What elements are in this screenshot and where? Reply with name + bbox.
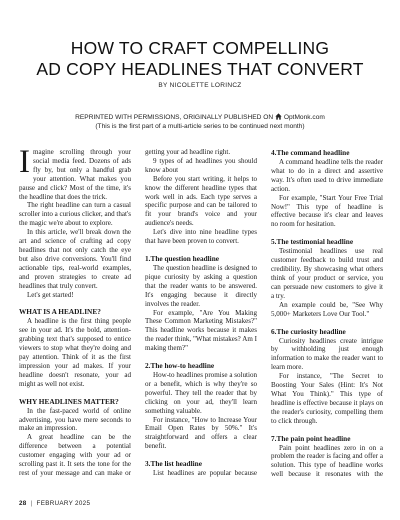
article-title (0, 38, 400, 80)
column-1 (19, 148, 131, 478)
paragraph: The right headline can turn a casual scroller into a curious clicker, and that's the magic we're about to explore. (19, 201, 131, 228)
section-heading: WHAT IS A HEADLINE? (19, 307, 101, 317)
section-heading: 2.The how-to headline (145, 361, 215, 371)
section-heading: 7.The pain point headline (271, 433, 351, 443)
section-heading: 3.The list headline (145, 459, 202, 469)
title-line-2: AD COPY HEADLINES THAT CONVERT (36, 59, 364, 79)
paragraph: A great headline can be the difference between a potential customer engaging with your ad or scrolling past it. It sets the tone for the rest of your message and can make or (19, 433, 131, 477)
paragraph: For example, "Start Your Free Trial Now!" This type of headline is effective because it's clear and leaves no room for hesitation. (271, 193, 383, 229)
page-footer (19, 500, 90, 507)
home-icon (275, 113, 282, 120)
paragraph: Testimonial headlines use real customer feedback to build trust and credibility. By showcasing what others think of your product or service, you can persuade new customers to give it a try. (271, 247, 383, 300)
paragraph: Curiosity headlines create intrigue by withholding just enough information to make the reader want to learn more. (271, 336, 383, 372)
paragraph: List headlines are popular because (153, 469, 257, 478)
intro-paragraph: Imagine scrolling through your social media feed. Dozens of ads fly by, but only a handful grab your attention. What makes you pause and click? Most of the time, it's the headline that does the trick. (19, 148, 131, 201)
paragraph: A headline is the first thing people see in your ad. It's the bold, attention-grabbing text that's supposed to entice viewers to stop what they're doing and pay attention. Think of it as the first impression your ad makes. If your headline doesn't resonate, your ad might as well not exist. (19, 317, 131, 388)
paragraph: In this article, we'll break down the art and science of crafting ad copy headlines that not only catch the eye but also drive conversions. You'll find actionable tips, real-world examples, and proven strategies to create ad headlines that truly convert. (19, 228, 131, 290)
paragraph: A command headline tells the reader what to do in a direct and assertive way. It's often used to drive immediate action. (271, 158, 383, 193)
byline: BY NICOLETTE LORINCZ (158, 82, 242, 89)
title-line-1: HOW TO CRAFT COMPELLING (70, 38, 330, 58)
paragraph: Pain point headlines zero in on a problem the reader is facing and offer a solution. This type of headline works well because it resonates with the (271, 443, 383, 478)
section-heading: 6.The curiosity headline (271, 326, 346, 336)
paragraph: Before you start writing, it helps to know the different headline types that work well in ads. Each type serves a specific purpose and can be tailored to fit your brand's voice and your audience's needs. (145, 174, 257, 228)
paragraph: For example, "Are You Making These Common Marketing Mistakes?" This headline works because it makes the reader think, "What mistakes? Am I making them?" (145, 308, 257, 353)
section-heading: 5.The testimonial headline (271, 237, 354, 247)
paragraph: getting your ad headline right. (145, 148, 231, 156)
paragraph: Let's get started! (27, 290, 74, 299)
reprint-text: REPRINTED WITH PERMISSIONS, ORIGINALLY PUBLISHED ON (75, 114, 274, 121)
column-3 (271, 148, 383, 478)
paragraph: For instance, "The Secret to Boosting Your Sales (Hint: It's Not What You Think)." This type of headline is effective because it plays on the reader's curiosity, compelling them to click through. (271, 372, 383, 425)
paragraph: 9 types of ad headlines you should know about (145, 156, 257, 174)
article-body (19, 148, 383, 478)
section-heading: 4.The command headline (271, 148, 350, 157)
issue-date: FEBRUARY 2025 (36, 500, 91, 507)
drop-cap: I (19, 148, 30, 180)
column-2 (145, 148, 257, 478)
section-heading: WHY HEADLINES MATTER? (19, 396, 119, 406)
paragraph: An example could be, "See Why 5,000+ Marketers Love Our Tool." (271, 300, 383, 318)
paragraph: How-to headlines promise a solution or a benefit, which is why they're so powerful. They tell the reader that by clicking on your ad, they'll learn something valuable. (145, 371, 257, 415)
paragraph: The question headline is designed to pique curiosity by asking a question that the reader wants to be answered. It's engaging because it directly involves the reader. (145, 263, 257, 308)
paragraph: For instance, "How to Increase Your Email Open Rates by 50%." It's straightforward and offers a clear benefit. (145, 415, 257, 451)
series-note: (This is the first part of a multi-article series to be continued next month) (95, 123, 305, 130)
paragraph: Let's dive into nine headline types that have been proven to convert. (145, 228, 257, 246)
section-heading: 1.The question headline (145, 253, 219, 263)
footer-separator: | (30, 500, 33, 507)
paragraph: In the fast-paced world of online advertising, you have mere seconds to make an impression. (19, 406, 131, 433)
reprint-site: OptMonk.com (283, 114, 325, 121)
page-number: 28 (19, 500, 27, 507)
reprint-notice (0, 113, 400, 131)
